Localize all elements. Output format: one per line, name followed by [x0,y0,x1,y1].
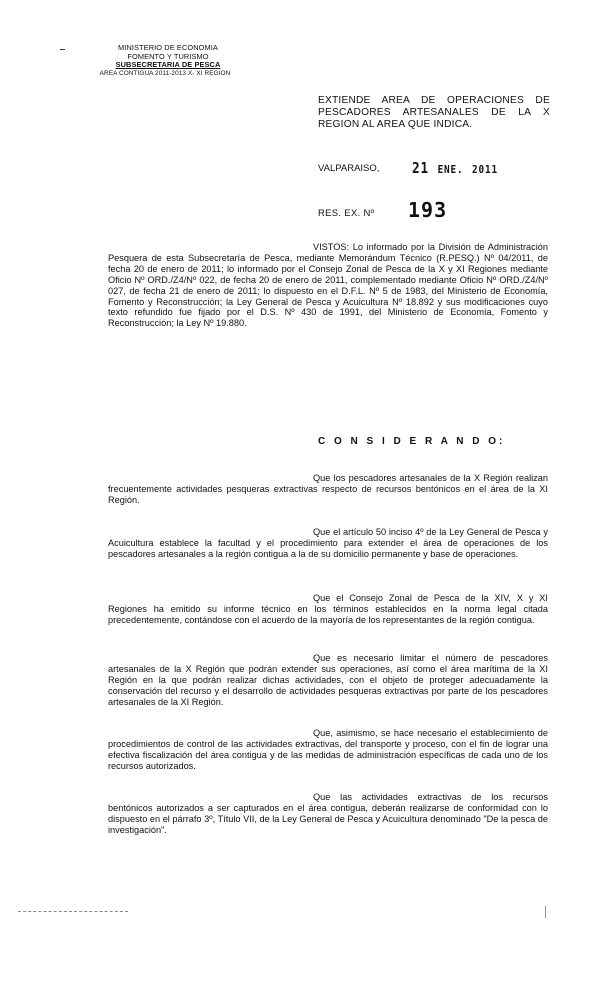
margin-mark [60,49,65,50]
considerando-1-text: Que los pescadores artesanales de la X Región realizan frecuentemente actividades pesqueras extractivas respecto de recursos bentónicos en el área de la XI Región. [108,473,548,505]
letterhead-ministry-sub: FOMENTO Y TURISMO [127,51,209,61]
letterhead-area: AREA CONTIGUA 2011-2013 X- XI REGION [99,69,231,77]
considerando-4 [108,653,548,708]
resolution-label: RES. EX. Nº [318,208,375,219]
considerando-heading: C O N S I D E R A N D O: [318,436,506,447]
resolution-number: 193 [408,198,448,222]
subject-line-3: REGION AL AREA QUE INDICA. [318,119,473,130]
subject-line-2: PESCADORES ARTESANALES DE LA X [318,107,550,118]
footer-mark [545,906,546,918]
considerando-1 [108,473,548,506]
footer-rule [18,911,128,912]
letterhead [78,44,258,78]
vistos-text: Lo informado por la División de Administración Pesquera de esta Subsecretaría de Pesca, mediante Memorándum Técnico (R.PESQ.) Nº 04/2011, de fecha 20 de enero de 2011; lo informado por el Consejo Zonal de Pesca de la X y XI Regiones mediante Oficio Nº ORD./Z4/Nº 022, de fecha 20 de enero de 2011, complementado mediante Oficio Nº ORD./Z4/Nº 027, de fecha 21 de enero de 2011; lo dispuesto en el D.F.L. Nº 5 de 1983, del Ministerio de Economía, Fomento y Reconstrucción; la Ley General de Pesca y Acuicultura Nº 18.892 y sus modificaciones cuyo texto refundido fue fijado por el D.S. Nº 430 de 1991, del Ministerio de Economía, Fomento y Reconstrucción; la Ley Nº 19.880. [108,242,548,329]
considerando-3-text: Que el Consejo Zonal de Pesca de la XIV, X y XI Regiones ha emitido su informe técnico en los términos establecidos en la norma legal citada precedentemente, contándose con el acuerdo de la mayoría de los representantes de la región contigua. [108,593,548,625]
considerando-2-text: Que el artículo 50 inciso 4º de la Ley General de Pesca y Acuicultura establece la facultad y el procedimiento para extender el área de operaciones de los pescadores artesanales a la región contigua a la de su domicilio permanente y base de operaciones. [108,527,548,559]
letterhead-ministry: MINISTERIO DE ECONOMIA [118,43,218,52]
considerando-2 [108,527,548,560]
considerando-4-text: Que es necesario limitar el número de pescadores artesanales de la X Región que podrán extender sus operaciones, así como el área marítima de la XI Región en la que podrán realizar dichas actividades, con el objeto de proteger adecuadamente la conservación del recurso y el desarrollo de actividades pesqueras extractivas por parte de los pescadores artesanales de la XI Región. [108,653,548,707]
date-stamp [412,159,498,177]
date-day: 21 [412,159,430,177]
considerando-5 [108,728,548,772]
resolution-subject [318,95,550,131]
city-label: VALPARAISO, [318,163,380,174]
vistos-label: VISTOS: [313,242,350,252]
date-year: 2011 [472,163,498,176]
considerando-6 [108,792,548,836]
letterhead-subsecretaria: SUBSECRETARIA DE PESCA [115,60,221,70]
vistos-paragraph [108,242,548,329]
considerando-6-text: Que las actividades extractivas de los recursos bentónicos autorizados a ser capturados en el área contigua, deberán realizarse de conformidad con lo dispuesto en el párrafo 3º, Título VII, de la Ley General de Pesca y Acuicultura denominado "De la pesca de investigación". [108,792,548,835]
date-month: ENE. [437,163,464,176]
considerando-3 [108,593,548,626]
considerando-5-text: Que, asimismo, se hace necesario el establecimiento de procedimientos de control de las actividades extractivas, del transporte y proceso, con el fin de lograr una efectiva fiscalización del área contigua y de las medidas de administración específicas de cada uno de los recursos autorizados. [108,728,548,771]
subject-line-1: EXTIENDE AREA DE OPERACIONES DE [318,95,550,106]
